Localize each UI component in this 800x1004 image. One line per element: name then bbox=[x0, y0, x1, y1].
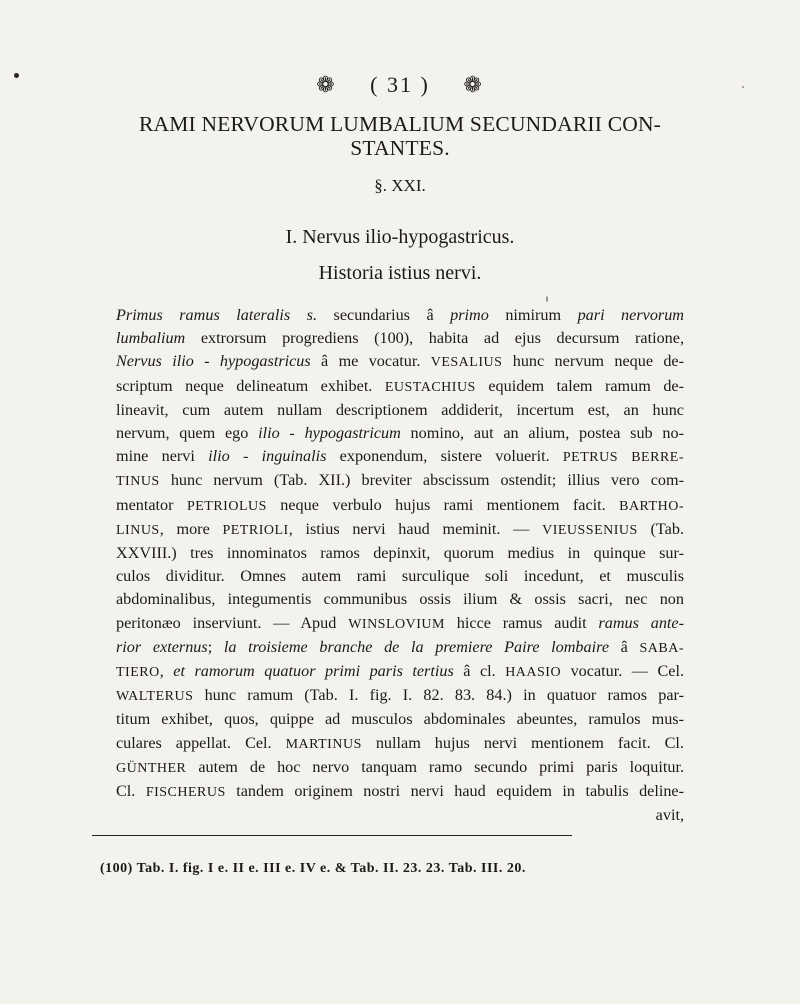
text-line bbox=[116, 780, 684, 804]
text-run: culares appellat. Cel. bbox=[116, 733, 286, 752]
text-run: , bbox=[159, 662, 174, 681]
text-run: neque verbulo hujus rami mentionem facit. bbox=[266, 495, 620, 514]
italic-term: ramus ante- bbox=[598, 613, 685, 632]
text-line bbox=[116, 565, 684, 588]
text-run: culos dividitur. Omnes autem rami surculique soli incedunt, et musculis bbox=[116, 567, 684, 586]
text-run: nervum, quem ego bbox=[116, 424, 259, 443]
italic-term: et ramorum quatuor primi paris tertius bbox=[173, 662, 454, 681]
text-line bbox=[116, 660, 684, 684]
page-header bbox=[0, 72, 800, 98]
text-line bbox=[116, 636, 684, 660]
text-run: autem de hoc nervo tanquam ramo secundo primi paris loquitur. bbox=[186, 757, 684, 776]
text-line bbox=[116, 518, 684, 542]
small-caps-name: HAASIO bbox=[505, 665, 562, 681]
text-run: scriptum neque delineatum exhibet. bbox=[116, 376, 385, 395]
text-run: (Tab. bbox=[637, 519, 684, 538]
small-caps-name: FISCHERUS bbox=[145, 785, 226, 801]
text-run: lineavit, cum autem nullam descriptionem addiderit, incertum est, an hunc bbox=[116, 400, 684, 419]
italic-term: pari nervorum bbox=[577, 306, 684, 324]
italic-term: lumbalium bbox=[116, 329, 186, 348]
italic-term: ilio - inguinalis bbox=[208, 447, 327, 466]
italic-term: ilio - hypogastricum bbox=[258, 424, 401, 443]
small-caps-name: LINUS bbox=[116, 522, 160, 538]
text-run: nomino, aut an alium, postea sub no- bbox=[400, 424, 684, 443]
text-run: hunc ramum (Tab. I. fig. I. 82. 83. 84.) in quatuor ramos par- bbox=[193, 686, 684, 705]
text-run: titum exhibet, quos, quippe ad musculos abdominales abeuntes, ramulos mus- bbox=[116, 710, 684, 729]
text-run: hunc nervum neque de- bbox=[502, 352, 685, 371]
text-line bbox=[116, 375, 684, 399]
footnote-rule bbox=[92, 835, 572, 836]
flower-ornament-icon: ❁ bbox=[316, 72, 337, 97]
small-caps-name: SABA- bbox=[639, 640, 685, 656]
text-line bbox=[116, 445, 684, 469]
text-run: nimirum bbox=[488, 306, 578, 324]
page-number: ( 31 ) bbox=[370, 72, 430, 97]
footnote: (100) Tab. I. fig. I e. II e. III e. IV e. & Tab. II. 23. 23. Tab. III. 20. bbox=[100, 861, 526, 876]
small-caps-name: PETRIOLUS bbox=[186, 498, 267, 514]
text-run: Cl. bbox=[116, 782, 146, 801]
nerve-heading: I. Nervus ilio-hypogastricus. bbox=[285, 226, 515, 248]
text-run: secundarius â bbox=[317, 306, 451, 324]
text-run: abdominalibus, integumentis communibus ossis ilium & ossis sacri, nec non bbox=[116, 590, 684, 609]
text-run: nullam hujus nervi mentionem facit. Cl. bbox=[361, 733, 684, 752]
subheading: Historia istius nervi. bbox=[318, 262, 482, 284]
flower-ornament-icon: ❁ bbox=[463, 72, 484, 97]
small-caps-name: WINSLOVIUM bbox=[348, 616, 445, 632]
text-line bbox=[116, 304, 684, 327]
text-run: vocatur. — Cel. bbox=[561, 662, 684, 681]
small-caps-name: MARTINUS bbox=[285, 736, 362, 752]
small-caps-name: PETRIOLI bbox=[222, 522, 289, 538]
text-run: exponendum, sistere voluerit. bbox=[326, 447, 563, 466]
text-run: mentator bbox=[116, 495, 187, 514]
text-run: peritonæo inserviunt. — Apud bbox=[116, 613, 349, 632]
text-line bbox=[116, 708, 684, 731]
text-run: tandem originem nostri nervi haud equidem in tabulis deline- bbox=[225, 782, 685, 801]
text-line bbox=[116, 494, 684, 518]
text-line bbox=[116, 756, 684, 780]
small-caps-name: PETRUS BERRE- bbox=[562, 450, 684, 466]
text-line bbox=[116, 327, 684, 350]
text-run: ; bbox=[207, 637, 224, 656]
italic-term: la troisieme branche de la premiere Paire lombaire bbox=[223, 637, 609, 656]
text-run: â cl. bbox=[453, 662, 506, 681]
section-number: §. XXI. bbox=[374, 176, 426, 195]
text-run: equidem talem ramum de- bbox=[475, 376, 684, 395]
italic-term: Nervus ilio - hypogastricus bbox=[116, 352, 311, 371]
small-caps-name: TINUS bbox=[116, 474, 160, 490]
text-line bbox=[116, 350, 684, 374]
small-caps-name: VESALIUS bbox=[430, 355, 503, 371]
small-caps-name: WALTERUS bbox=[116, 689, 194, 705]
scan-speck bbox=[546, 296, 548, 302]
text-line bbox=[116, 684, 684, 708]
text-run: â bbox=[609, 637, 640, 656]
text-line bbox=[116, 732, 684, 756]
text-run: , more bbox=[159, 519, 223, 538]
chapter-title-line: STANTES. bbox=[350, 136, 450, 160]
italic-term: primo bbox=[450, 306, 489, 324]
small-caps-name: GÜNTHER bbox=[116, 760, 187, 776]
small-caps-name: TIERO bbox=[116, 665, 160, 681]
italic-term: rior externus bbox=[116, 637, 208, 656]
italic-term: Primus ramus lateralis s. bbox=[116, 306, 318, 324]
text-line bbox=[116, 804, 684, 827]
text-run: â me vocatur. bbox=[310, 352, 431, 371]
text-run: avit, bbox=[655, 806, 684, 825]
text-line bbox=[116, 469, 684, 493]
text-run: XXVIII.) tres innominatos ramos depinxit, quorum medius in quinque sur- bbox=[116, 544, 684, 563]
text-line bbox=[116, 612, 684, 636]
small-caps-name: BARTHO- bbox=[619, 498, 684, 514]
text-run: hunc nervum (Tab. XII.) breviter abscissum ostendit; illius vero com- bbox=[159, 471, 684, 490]
body-paragraph bbox=[116, 304, 684, 827]
text-run: extrorsum progrediens (100), habita ad ejus decursum ratione, bbox=[185, 329, 684, 348]
text-line bbox=[116, 588, 684, 611]
small-caps-name: VIEUSSENIUS bbox=[542, 522, 638, 538]
text-line bbox=[116, 399, 684, 422]
chapter-title-line: RAMI NERVORUM LUMBALIUM SECUNDARII CON- bbox=[138, 112, 662, 136]
text-run: , istius nervi haud meminit. — bbox=[288, 519, 543, 538]
small-caps-name: EUSTACHIUS bbox=[384, 379, 476, 395]
text-run: hicce ramus audit bbox=[444, 613, 599, 632]
text-run: mine nervi bbox=[116, 447, 209, 466]
text-line bbox=[116, 422, 684, 445]
text-line bbox=[116, 542, 684, 565]
chapter-title bbox=[100, 112, 700, 160]
